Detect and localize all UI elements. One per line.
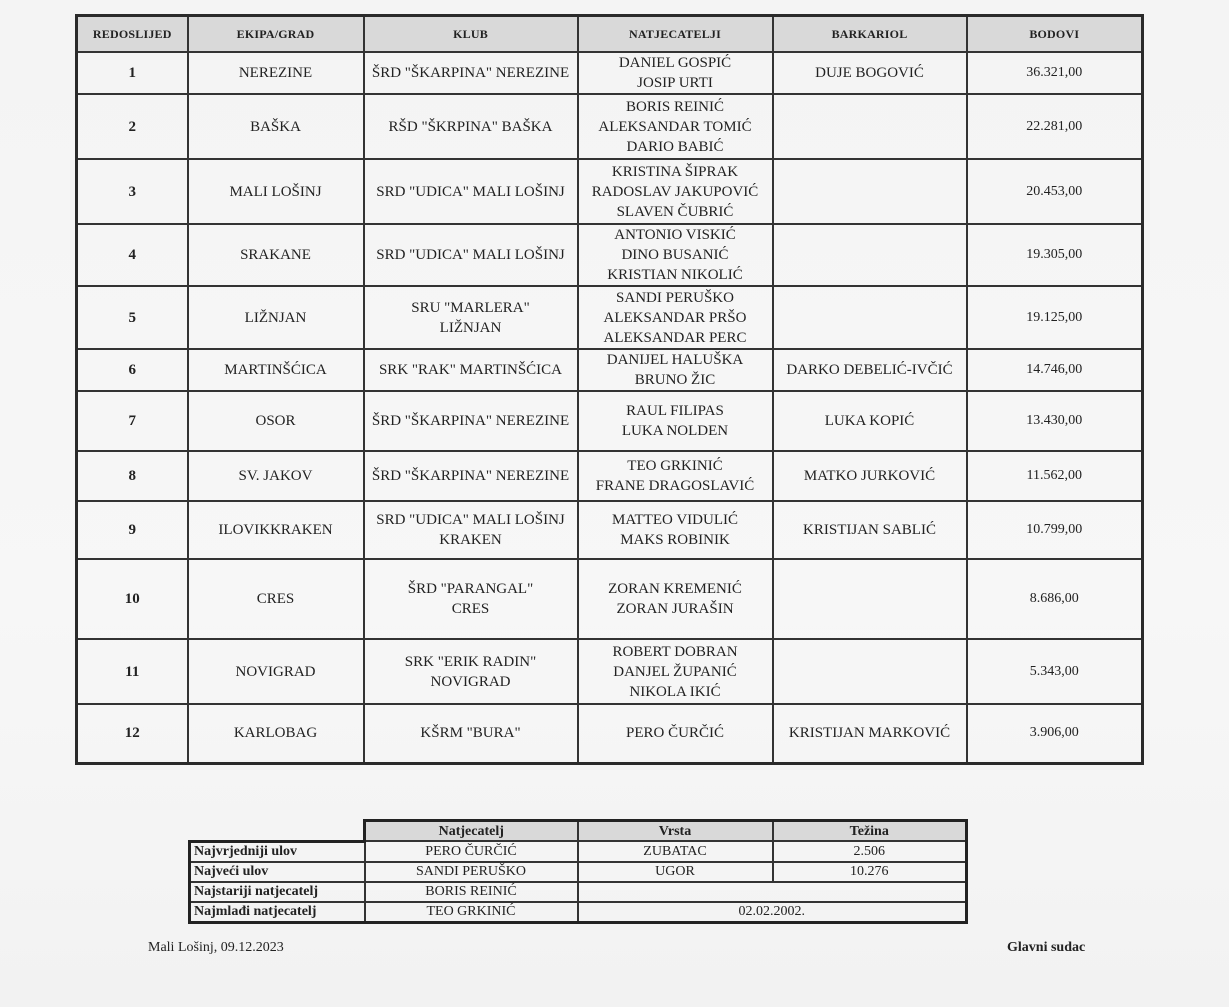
boatman-cell: KRISTIJAN SABLIĆ xyxy=(773,501,967,559)
table-row xyxy=(77,639,1143,704)
competitors-cell-line: MATTEO VIDULIĆ xyxy=(612,512,738,528)
header-points: BODOVI xyxy=(967,16,1143,53)
boatman-cell xyxy=(773,639,967,704)
competitors-cell-line: ALEKSANDAR TOMIĆ xyxy=(598,118,752,135)
record-label: Najstariji natjecatelj xyxy=(190,882,365,902)
points-cell: 3.906,00 xyxy=(967,704,1143,763)
team-cell: SRAKANE xyxy=(188,224,364,286)
rank-cell: 6 xyxy=(77,349,188,391)
boatman-cell: KRISTIJAN MARKOVIĆ xyxy=(773,704,967,763)
club-cell xyxy=(364,639,578,704)
points-cell: 20.453,00 xyxy=(967,159,1143,224)
competitors-cell xyxy=(578,559,773,639)
club-cell xyxy=(364,224,578,286)
competitors-cell-line: MAKS ROBINIK xyxy=(620,532,730,548)
table-row xyxy=(77,286,1143,349)
competitors-cell xyxy=(578,704,773,763)
boatman-cell xyxy=(773,559,967,639)
competitors-cell-line: RADOSLAV JAKUPOVIĆ xyxy=(591,183,759,200)
competitors-cell-line: ZORAN KREMENIĆ xyxy=(608,581,742,597)
club-cell xyxy=(364,559,578,639)
club-cell-line: ŠRD "PARANGAL" xyxy=(407,581,534,597)
competitors-cell-line: DANJEL ŽUPANIĆ xyxy=(613,663,737,680)
results-header-row xyxy=(77,16,1143,53)
competitors-cell-line: DINO BUSANIĆ xyxy=(621,247,729,263)
header-boatman: BARKARIOL xyxy=(773,16,967,53)
record-competitor: TEO GRKINIĆ xyxy=(365,902,578,923)
club-cell xyxy=(364,501,578,559)
rank-cell: 2 xyxy=(77,94,188,159)
record-competitor: SANDI PERUŠKO xyxy=(365,862,578,882)
record-row xyxy=(190,902,967,923)
rank-cell: 5 xyxy=(77,286,188,349)
competitors-cell-line: LUKA NOLDEN xyxy=(621,423,729,439)
points-cell: 11.562,00 xyxy=(967,451,1143,501)
table-row xyxy=(77,704,1143,763)
competitors-cell-line: FRANE DRAGOSLAVIĆ xyxy=(595,478,755,494)
competitors-cell-line: BORIS REINIĆ xyxy=(626,98,724,115)
competitors-cell-line: ALEKSANDAR PRŠO xyxy=(603,309,747,326)
rank-cell: 10 xyxy=(77,559,188,639)
competitors-cell xyxy=(578,501,773,559)
club-cell xyxy=(364,349,578,391)
club-cell xyxy=(364,391,578,451)
record-date: 02.02.2002. xyxy=(578,902,967,923)
rank-cell: 9 xyxy=(77,501,188,559)
team-cell: KARLOBAG xyxy=(188,704,364,763)
boatman-cell: MATKO JURKOVIĆ xyxy=(773,451,967,501)
club-cell-line: LIŽNJAN xyxy=(439,319,502,336)
club-cell-line: SRD "UDICA" MALI LOŠINJ xyxy=(376,183,565,200)
competitors-cell-line: TEO GRKINIĆ xyxy=(627,458,723,474)
competitors-cell-line: BRUNO ŽIC xyxy=(634,372,716,388)
competitors-cell-line: ROBERT DOBRAN xyxy=(612,643,738,660)
team-cell: SV. JAKOV xyxy=(188,451,364,501)
table-row xyxy=(77,349,1143,391)
boatman-cell: DUJE BOGOVIĆ xyxy=(773,52,967,94)
competitors-cell-line: DARIO BABIĆ xyxy=(626,138,724,155)
club-cell-line: ŠRD "ŠKARPINA" NEREZINE xyxy=(371,65,570,81)
competitors-cell-line: SANDI PERUŠKO xyxy=(616,289,734,306)
club-cell xyxy=(364,704,578,763)
record-extra xyxy=(578,882,967,902)
rank-cell: 1 xyxy=(77,52,188,94)
record-species: UGOR xyxy=(578,862,773,882)
club-cell-line: CRES xyxy=(451,601,490,617)
competitors-cell-line: KRISTIAN NIKOLIĆ xyxy=(607,267,743,283)
record-species: ZUBATAC xyxy=(578,841,773,862)
competitors-cell-line: DANIEL GOSPIĆ xyxy=(618,55,732,71)
competitors-cell xyxy=(578,94,773,159)
boatman-cell xyxy=(773,286,967,349)
records-header-weight: Težina xyxy=(773,821,967,842)
team-cell: ILOVIKKRAKEN xyxy=(188,501,364,559)
record-label: Najvrjedniji ulov xyxy=(190,841,365,862)
competitors-cell-line: ZORAN JURAŠIN xyxy=(616,601,734,617)
rank-cell: 3 xyxy=(77,159,188,224)
competitors-cell-line: KRISTINA ŠIPRAK xyxy=(611,163,739,180)
competitors-cell xyxy=(578,639,773,704)
team-cell: NEREZINE xyxy=(188,52,364,94)
header-club: KLUB xyxy=(364,16,578,53)
competitors-cell-line: NIKOLA IKIĆ xyxy=(629,683,721,700)
club-cell-line: SRU "MARLERA" xyxy=(411,299,530,316)
competitors-cell xyxy=(578,391,773,451)
table-row xyxy=(77,224,1143,286)
club-cell-line: KRAKEN xyxy=(439,532,502,548)
boatman-cell xyxy=(773,159,967,224)
record-row xyxy=(190,862,967,882)
competitors-cell-line: ANTONIO VISKIĆ xyxy=(614,227,736,243)
points-cell: 5.343,00 xyxy=(967,639,1143,704)
competitors-cell xyxy=(578,451,773,501)
club-cell-line: KŠRM "BURA" xyxy=(420,725,521,742)
competitors-cell-line: DANIJEL HALUŠKA xyxy=(606,352,744,368)
competitors-cell xyxy=(578,349,773,391)
table-row xyxy=(77,559,1143,639)
records-table xyxy=(188,819,968,924)
competitors-cell-line: RAUL FILIPAS xyxy=(626,403,724,419)
competitors-cell-line: SLAVEN ČUBRIĆ xyxy=(616,203,734,220)
competitors-cell-line: PERO ČURČIĆ xyxy=(626,725,724,742)
team-cell: LIŽNJAN xyxy=(188,286,364,349)
competitors-cell xyxy=(578,52,773,94)
club-cell xyxy=(364,52,578,94)
points-cell: 36.321,00 xyxy=(967,52,1143,94)
competitors-cell xyxy=(578,224,773,286)
boatman-cell xyxy=(773,224,967,286)
table-row xyxy=(77,52,1143,94)
table-row xyxy=(77,451,1143,501)
club-cell xyxy=(364,159,578,224)
points-cell: 14.746,00 xyxy=(967,349,1143,391)
points-cell: 10.799,00 xyxy=(967,501,1143,559)
competitors-cell-line: JOSIP URTI xyxy=(637,75,713,91)
team-cell: OSOR xyxy=(188,391,364,451)
record-competitor: BORIS REINIĆ xyxy=(365,882,578,902)
points-cell: 13.430,00 xyxy=(967,391,1143,451)
record-weight: 10.276 xyxy=(773,862,967,882)
table-row xyxy=(77,159,1143,224)
rank-cell: 7 xyxy=(77,391,188,451)
record-row xyxy=(190,841,967,862)
points-cell: 19.305,00 xyxy=(967,224,1143,286)
club-cell-line: ŠRD "ŠKARPINA" NEREZINE xyxy=(371,468,570,484)
record-weight: 2.506 xyxy=(773,841,967,862)
table-row xyxy=(77,94,1143,159)
header-rank: REDOSLIJED xyxy=(77,16,188,53)
record-label: Najmlađi natjecatelj xyxy=(190,902,365,923)
records-header-competitor: Natjecatelj xyxy=(365,821,578,842)
boatman-cell: DARKO DEBELIĆ-IVČIĆ xyxy=(773,349,967,391)
points-cell: 8.686,00 xyxy=(967,559,1143,639)
table-row xyxy=(77,501,1143,559)
club-cell-line: RŠD "ŠKRPINA" BAŠKA xyxy=(388,118,553,135)
competitors-cell xyxy=(578,159,773,224)
club-cell-line: SRK "RAK" MARTINŠĆICA xyxy=(378,362,563,378)
club-cell-line: ŠRD "ŠKARPINA" NEREZINE xyxy=(371,413,570,429)
header-competitors: NATJECATELJI xyxy=(578,16,773,53)
boatman-cell xyxy=(773,94,967,159)
record-label: Najveći ulov xyxy=(190,862,365,882)
points-cell: 19.125,00 xyxy=(967,286,1143,349)
table-row xyxy=(77,391,1143,451)
record-competitor: PERO ČURČIĆ xyxy=(365,841,578,862)
competitors-cell-line: ALEKSANDAR PERC xyxy=(603,329,747,346)
club-cell-line: SRK "ERIK RADIN" xyxy=(404,653,537,670)
club-cell xyxy=(364,94,578,159)
head-judge-label: Glavni sudac xyxy=(1007,940,1086,955)
rank-cell: 8 xyxy=(77,451,188,501)
records-header-species: Vrsta xyxy=(578,821,773,842)
competitors-cell xyxy=(578,286,773,349)
place-date: Mali Lošinj, 09.12.2023 xyxy=(148,940,284,955)
header-team: EKIPA/GRAD xyxy=(188,16,364,53)
club-cell xyxy=(364,286,578,349)
team-cell: MALI LOŠINJ xyxy=(188,159,364,224)
club-cell-line: SRD "UDICA" MALI LOŠINJ xyxy=(376,247,565,263)
team-cell: MARTINŠĆICA xyxy=(188,349,364,391)
team-cell: NOVIGRAD xyxy=(188,639,364,704)
team-cell: BAŠKA xyxy=(188,94,364,159)
records-header-blank xyxy=(190,821,365,842)
rank-cell: 12 xyxy=(77,704,188,763)
rank-cell: 4 xyxy=(77,224,188,286)
club-cell-line: SRD "UDICA" MALI LOŠINJ xyxy=(376,512,565,528)
rank-cell: 11 xyxy=(77,639,188,704)
club-cell-line: NOVIGRAD xyxy=(430,673,511,690)
record-row xyxy=(190,882,967,902)
points-cell: 22.281,00 xyxy=(967,94,1143,159)
records-header-row xyxy=(190,821,967,842)
results-table xyxy=(75,14,1144,765)
team-cell: CRES xyxy=(188,559,364,639)
club-cell xyxy=(364,451,578,501)
boatman-cell: LUKA KOPIĆ xyxy=(773,391,967,451)
